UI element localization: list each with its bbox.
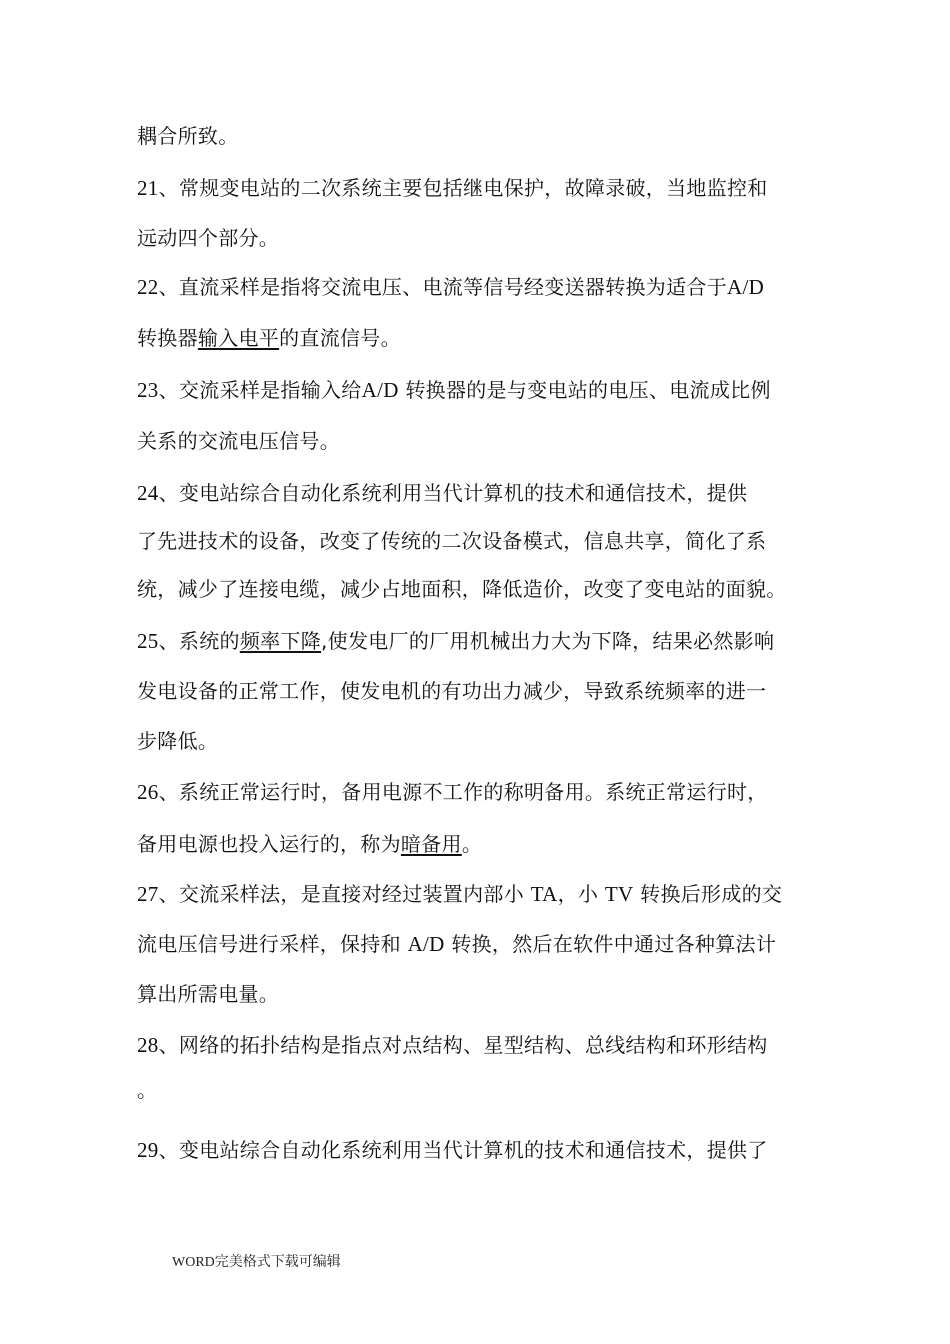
- line-text: ,使发电厂的厂用机械出力大为下降，结果必然影响: [321, 629, 775, 653]
- item-26-line-1: [137, 778, 768, 806]
- line-text: 算出所需电量。: [137, 982, 280, 1006]
- line-text: ，小: [557, 882, 599, 906]
- underlined-term: 输入电平: [197, 326, 280, 350]
- item-number: 21: [137, 176, 159, 200]
- line-text: 转换后形成的交: [640, 882, 783, 906]
- line-text: 、交流采样法，是直接对经过装置内部小: [158, 882, 525, 906]
- line-text: 、常规变电站的二次系统主要包括继电保护，故障录破，当地监控和: [158, 176, 768, 200]
- line-text: 转换，然后在软件中通过各种算法计: [451, 932, 777, 956]
- line-text: 。: [461, 832, 483, 856]
- latin-term: TV: [604, 882, 634, 906]
- item-28-line-1: [137, 1031, 768, 1059]
- line-text: 发电设备的正常工作，使发电机的有功出力减少，导致系统频率的进一: [137, 679, 767, 703]
- item-23-line-1: [137, 376, 771, 404]
- item-number: 29: [137, 1138, 159, 1162]
- item-27-line-3: [137, 980, 279, 1008]
- underlined-term: 暗备用: [400, 832, 462, 856]
- line-text: 转换器: [137, 326, 198, 350]
- page-footer: WORD完美格式下载可编辑: [172, 1255, 341, 1270]
- line-text: 步降低。: [137, 729, 219, 753]
- item-22-line-1: [137, 273, 764, 301]
- item-29-line-1: [137, 1136, 768, 1164]
- line-text: 了先进技术的设备，改变了传统的二次设备模式，信息共享，简化了系: [137, 529, 767, 553]
- line-text: 、变电站综合自动化系统利用当代计算机的技术和通信技术，提供了: [158, 1138, 768, 1162]
- item-25-line-3: [137, 727, 218, 755]
- line-text: 备用电源也投入运行的，称为: [137, 832, 401, 856]
- item-24-line-3: [137, 575, 787, 603]
- line-text: 、交流采样是指输入给: [158, 378, 362, 402]
- item-number: 25: [137, 629, 159, 653]
- line-text: 统，减少了连接电缆，减少占地面积，降低造价，改变了变电站的面貌。: [137, 577, 787, 601]
- item-27-line-1: [137, 880, 782, 908]
- line-text: 、网络的拓扑结构是指点对点结构、星型结构、总线结构和环形结构: [158, 1033, 768, 1057]
- item-23-line-2: [137, 427, 340, 455]
- item-27-line-2: [137, 930, 776, 958]
- latin-term: A/D: [361, 378, 399, 402]
- underlined-term: 频率下降: [239, 629, 322, 653]
- item-number: 24: [137, 481, 159, 505]
- item-number: 22: [137, 275, 159, 299]
- item-number: 28: [137, 1033, 159, 1057]
- item-26-line-2: [137, 830, 482, 858]
- latin-term: A/D: [727, 275, 765, 299]
- item-21-line-2: [137, 224, 279, 252]
- line-text: 、变电站综合自动化系统利用当代计算机的技术和通信技术，提供: [158, 481, 748, 505]
- line-text: 流电压信号进行采样，保持和: [137, 932, 401, 956]
- item-24-line-1: [137, 479, 747, 507]
- item-number: 23: [137, 378, 159, 402]
- item-25-line-1: [137, 627, 774, 655]
- line-text: 、系统正常运行时，备用电源不工作的称明备用。系统正常运行时，: [158, 780, 768, 804]
- item-number: 27: [137, 882, 159, 906]
- latin-term: TA: [530, 882, 558, 906]
- text-line: [137, 122, 239, 150]
- line-text: 。: [137, 1078, 158, 1102]
- item-24-line-2: [137, 527, 766, 555]
- line-text: 远动四个部分。: [137, 226, 280, 250]
- line-text: 关系的交流电压信号。: [137, 429, 340, 453]
- item-25-line-2: [137, 677, 766, 705]
- line-text: 、直流采样是指将交流电压、电流等信号经变送器转换为适合于: [158, 275, 728, 299]
- item-21-line-1: [137, 174, 768, 202]
- item-22-line-2: [137, 324, 401, 352]
- line-text: 的直流信号。: [279, 326, 401, 350]
- item-number: 26: [137, 780, 159, 804]
- line-text: 耦合所致。: [137, 124, 239, 148]
- latin-term: A/D: [407, 932, 445, 956]
- line-text: 、系统的: [158, 629, 240, 653]
- line-text: 转换器的是与变电站的电压、电流成比例: [405, 378, 771, 402]
- item-28-line-2: [137, 1076, 157, 1104]
